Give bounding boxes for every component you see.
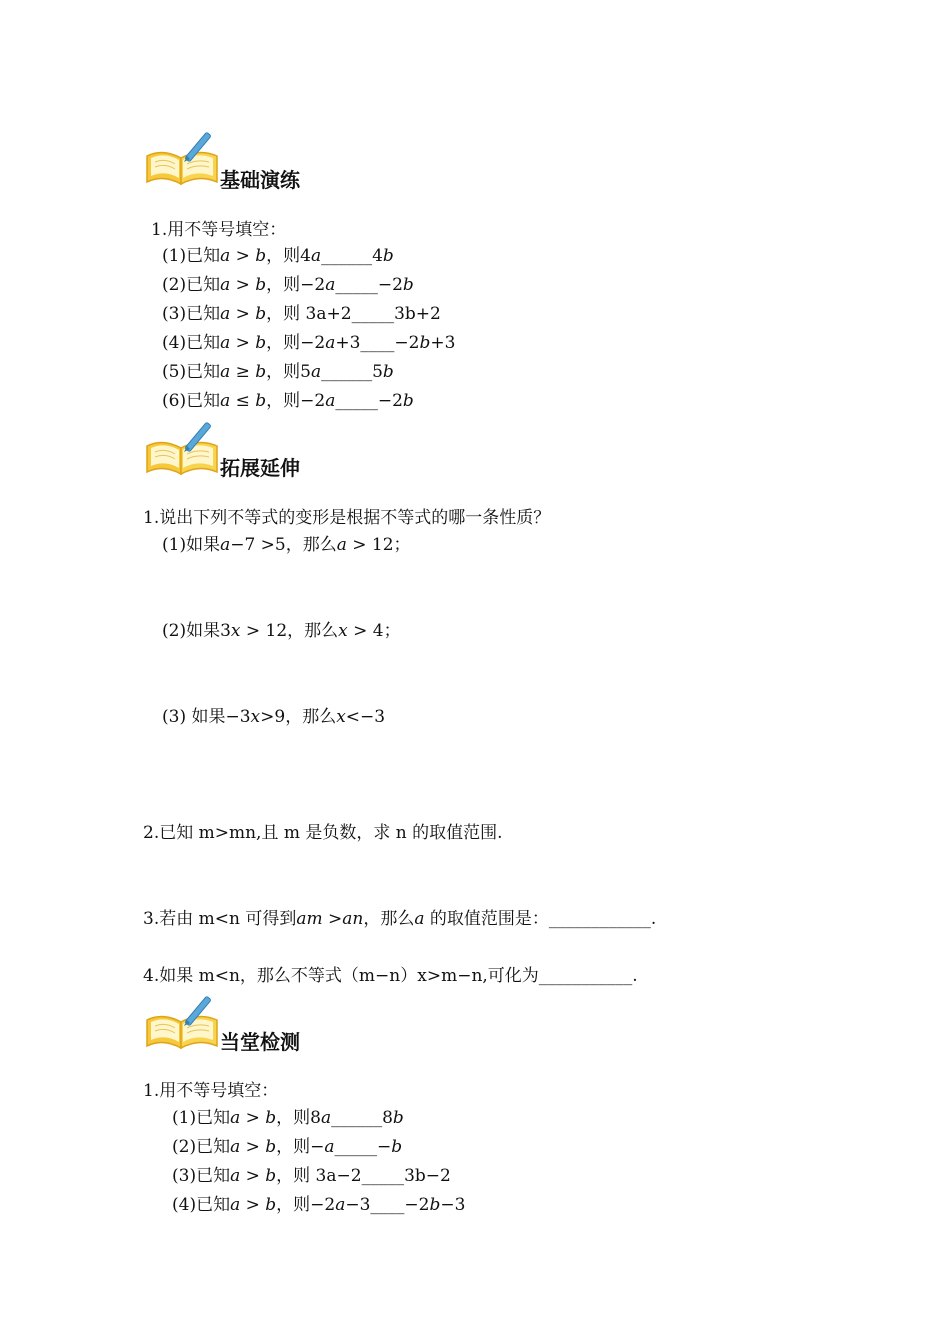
section2-question-4: 4.如果 m<n，那么不等式（m−n）x>m−n,可化为___________. [143,966,638,986]
section1-item-4: (4)已知𝑎 > 𝑏，则−2𝑎+3____−2𝑏+3 [162,333,456,353]
book-icon [143,992,221,1052]
section2-question-1: 1.说出下列不等式的变形是根据不等式的哪一条性质？ [143,508,551,528]
section3-item-1: (1)已知𝑎 > 𝑏，则8𝑎______8𝑏 [172,1108,404,1128]
section2-item-1: (1)如果𝑎−7 >5，那么𝑎 > 12； [162,535,411,555]
section1-question-1: 1.用不等号填空： [151,220,287,240]
section1-item-2: (2)已知𝑎 > 𝑏，则−2𝑎_____−2𝑏 [162,275,414,295]
section-title-classroom-test: 当堂检测 [220,1030,300,1054]
section3-item-3: (3)已知𝑎 > 𝑏，则 3a−2_____3b−2 [172,1166,451,1186]
section-title-extension: 拓展延伸 [220,456,300,480]
section-title-basic-practice: 基础演练 [220,168,300,192]
section2-item-3: (3) 如果−3𝑥>9，那么𝑥<−3 [162,707,386,727]
section1-item-5: (5)已知𝑎 ≥ 𝑏，则5𝑎______5𝑏 [162,362,394,382]
section1-item-6: (6)已知𝑎 ≤ 𝑏，则−2𝑎_____−2𝑏 [162,391,414,411]
book-icon [143,418,221,478]
section2-question-2: 2.已知 m>mn,且 m 是负数，求 n 的取值范围. [143,823,503,843]
section2-question-3: 3.若由 m<n 可得到𝑎𝑚 >𝑎𝑛，那么𝑎 的取值范围是：____________. [143,909,657,929]
section3-item-2: (2)已知𝑎 > 𝑏，则−𝑎_____−𝑏 [172,1137,403,1157]
section3-item-4: (4)已知𝑎 > 𝑏，则−2𝑎−3____−2𝑏−3 [172,1195,466,1215]
section2-item-2: (2)如果3𝑥 > 12，那么𝑥 > 4； [162,621,401,641]
book-icon [143,128,221,188]
section3-question-1: 1.用不等号填空： [143,1081,279,1101]
section1-item-3: (3)已知𝑎 > 𝑏，则 3a+2_____3b+2 [162,304,441,324]
section1-item-1: (1)已知𝑎 > 𝑏，则4𝑎______4𝑏 [162,246,394,266]
